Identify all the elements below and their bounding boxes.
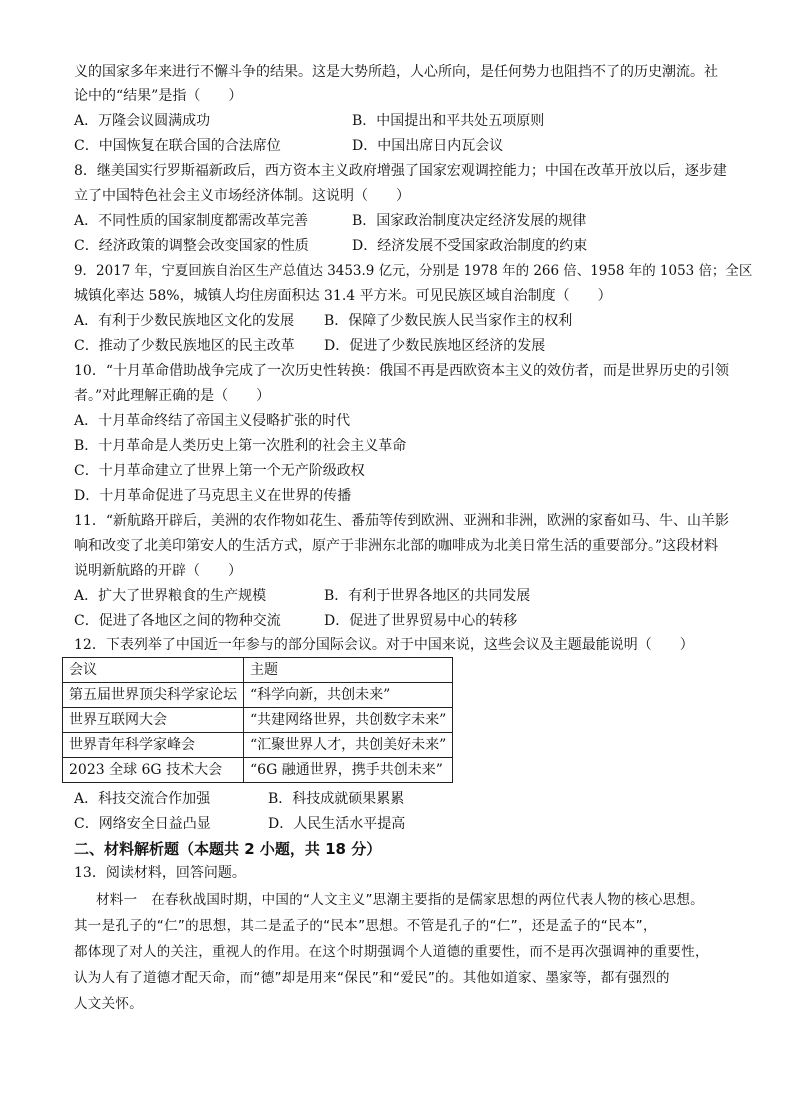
q8-option-d[interactable]: D．经济发展不受国家政治制度的约束 bbox=[352, 238, 588, 254]
q9-stem-line-2: 城镇化率达 58%，城镇人均住房面积达 31.4 平方米。可见民族区域自治制度（ ） bbox=[74, 288, 612, 304]
q11-stem-line-1: 11．“新航路开辟后，美洲的农作物如花生、番茄等传到欧洲、亚洲和非洲，欧洲的家畜如马、牛、山羊影 bbox=[74, 513, 729, 529]
conference-table bbox=[62, 657, 453, 783]
q7-option-d[interactable]: D．中国出席日内瓦会议 bbox=[352, 138, 504, 154]
q12-option-c[interactable]: C．网络安全日益凸显 bbox=[74, 816, 211, 832]
q9-stem-line-1: 9．2017 年，宁夏回族自治区生产总值达 3453.9 亿元，分别是 1978 年的 266 倍、1958 年的 1053 倍；全区 bbox=[74, 263, 753, 279]
q7-option-b[interactable]: B．中国提出和平共处五项原则 bbox=[352, 113, 545, 129]
q7-option-c[interactable]: C．中国恢复在联合国的合法席位 bbox=[74, 138, 281, 154]
table-cell: “共建网络世界，共创数字未来” bbox=[244, 708, 453, 733]
q11-option-d[interactable]: D．促进了世界贸易中心的转移 bbox=[324, 613, 518, 629]
q9-option-c[interactable]: C．推动了少数民族地区的民主改革 bbox=[74, 338, 295, 354]
table-cell: “科学向新，共创未来” bbox=[244, 683, 453, 708]
q8-stem-line-2: 立了中国特色社会主义市场经济体制。这说明（ ） bbox=[74, 188, 410, 204]
q11-option-c[interactable]: C．促进了各地区之间的物种交流 bbox=[74, 613, 281, 629]
q10-option-a[interactable]: A．十月革命终结了帝国主义侵略扩张的时代 bbox=[74, 413, 351, 429]
table-cell: “6G 融通世界，携手共创未来” bbox=[244, 758, 453, 783]
q7-stem-line-1: 义的国家多年来进行不懈斗争的结果。这是大势所趋，人心所向，是任何势力也阻挡不了的历史潮流。社 bbox=[74, 64, 718, 80]
q10-option-d[interactable]: D．十月革命促进了马克思主义在世界的传播 bbox=[74, 488, 352, 504]
q7-option-a[interactable]: A．万隆会议圆满成功 bbox=[74, 113, 211, 129]
material-1-line-2: 其一是孔子的“仁”的思想，其二是孟子的“民本”思想。不管是孔子的“仁”，还是孟子的“民本”， bbox=[74, 918, 657, 934]
table-row bbox=[63, 683, 453, 708]
q12-stem-line-1: 12．下表列举了中国近一年参与的部分国际会议。对于中国来说，这些会议及主题最能说明（ ） bbox=[74, 637, 694, 653]
material-1-line-3: 都体现了对人的关注，重视人的作用。在这个时期强调个人道德的重要性，而不是再次强调神的重要性， bbox=[74, 944, 709, 960]
table-row bbox=[63, 733, 453, 758]
q12-option-a[interactable]: A．科技交流合作加强 bbox=[74, 791, 211, 807]
q11-stem-line-3: 说明新航路的开辟（ ） bbox=[74, 563, 242, 579]
table-row bbox=[63, 758, 453, 783]
q7-stem-line-2: 论中的“结果”是指（ ） bbox=[74, 88, 243, 104]
q13-stem: 13．阅读材料，回答问题。 bbox=[74, 865, 246, 881]
table-cell: 世界互联网大会 bbox=[63, 708, 244, 733]
q9-option-a[interactable]: A．有利于少数民族地区文化的发展 bbox=[74, 313, 295, 329]
section-2-heading: 二、材料解析题（本题共 2 小题，共 18 分） bbox=[74, 840, 382, 858]
q8-option-c[interactable]: C．经济政策的调整会改变国家的性质 bbox=[74, 238, 309, 254]
q8-option-a[interactable]: A．不同性质的国家制度都需改革完善 bbox=[74, 213, 309, 229]
q8-stem-line-1: 8．继美国实行罗斯福新政后，西方资本主义政府增强了国家宏观调控能力；中国在改革开放以后，逐步建 bbox=[74, 163, 727, 179]
table-header-cell: 会议 bbox=[63, 658, 244, 683]
table-cell: 世界青年科学家峰会 bbox=[63, 733, 244, 758]
table-row bbox=[63, 708, 453, 733]
q11-stem-line-2: 响和改变了北美印第安人的生活方式，原产于非洲东北部的咖啡成为北美日常生活的重要部分。”这段材料 bbox=[74, 538, 719, 554]
table-cell: 第五届世界顶尖科学家论坛 bbox=[63, 683, 244, 708]
table-header-cell: 主题 bbox=[244, 658, 453, 683]
q10-stem-line-2: 者。”对此理解正确的是（ ） bbox=[74, 388, 271, 404]
table-cell: 2023 全球 6G 技术大会 bbox=[63, 758, 244, 783]
q10-option-b[interactable]: B．十月革命是人类历史上第一次胜利的社会主义革命 bbox=[74, 438, 407, 454]
table-cell: “汇聚世界人才，共创美好未来” bbox=[244, 733, 453, 758]
material-1-line-5: 人文关怀。 bbox=[74, 996, 143, 1012]
q10-option-c[interactable]: C．十月革命建立了世界上第一个无产阶级政权 bbox=[74, 463, 365, 479]
q12-option-b[interactable]: B．科技成就硕果累累 bbox=[268, 791, 405, 807]
q8-option-b[interactable]: B．国家政治制度决定经济发展的规律 bbox=[352, 213, 587, 229]
table-header-row bbox=[63, 658, 453, 683]
material-1-line-1: 材料一 在春秋战国时期，中国的“人文主义”思潮主要指的是儒家思想的两位代表人物的核心思想。 bbox=[96, 892, 704, 908]
q11-option-b[interactable]: B．有利于世界各地区的共同发展 bbox=[324, 588, 531, 604]
q9-option-d[interactable]: D．促进了少数民族地区经济的发展 bbox=[324, 338, 546, 354]
q9-option-b[interactable]: B．保障了少数民族人民当家作主的权利 bbox=[324, 313, 573, 329]
q10-stem-line-1: 10．“十月革命借助战争完成了一次历史性转换：俄国不再是西欧资本主义的效仿者，而是世界历史的引领 bbox=[74, 363, 729, 379]
q11-option-a[interactable]: A．扩大了世界粮食的生产规模 bbox=[74, 588, 267, 604]
material-1-line-4: 认为人有了道德才配天命，而“德”却是用来“保民”和“爱民”的。其他如道家、墨家等，都有强烈的 bbox=[74, 970, 670, 986]
q12-option-d[interactable]: D．人民生活水平提高 bbox=[268, 816, 406, 832]
